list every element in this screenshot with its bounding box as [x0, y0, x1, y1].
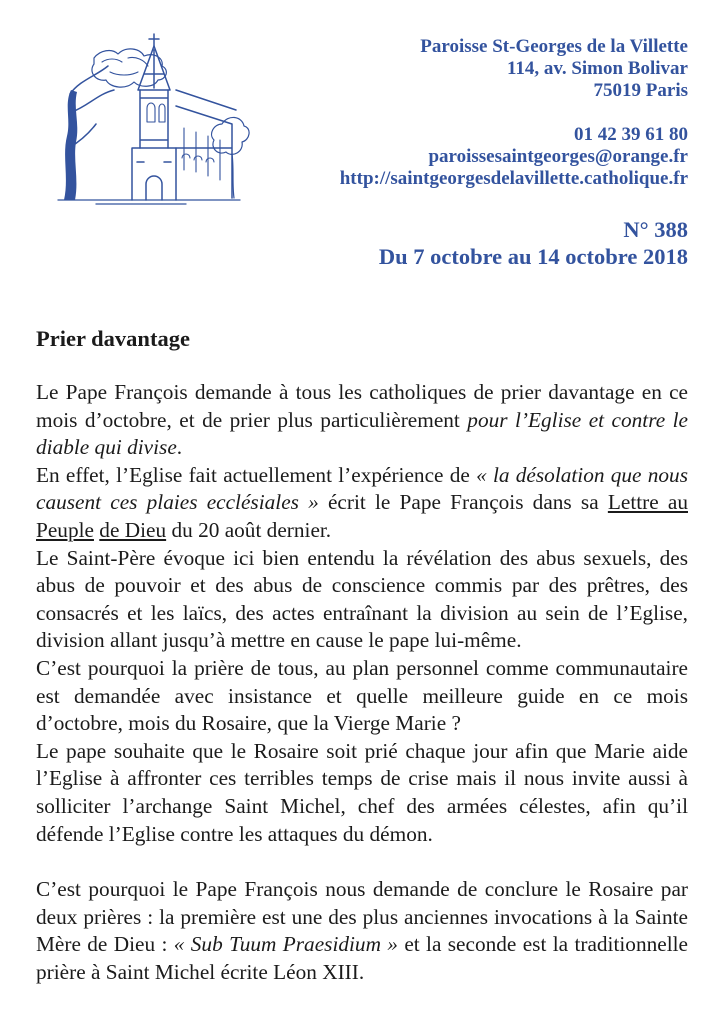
issue-block	[36, 216, 688, 270]
article-title: Prier davantage	[36, 326, 190, 351]
issue-number: N° 388	[623, 217, 688, 242]
masthead	[36, 28, 688, 210]
email-address: paroissesaintgeorges@orange.fr	[428, 146, 688, 167]
body-paragraph	[36, 655, 688, 738]
text-run-normal: et la seconde est la traditionnelle prière à Saint Michel écrite Léon XIII.	[36, 932, 688, 984]
text-run-normal: Le Saint-Père évoque ici bien entendu la révélation des abus sexuels, des abus de pouvoir et des abus de conscience commis par des prêtres, des consacrés et les laïcs, des actes entraînant la division au sein de l’Eglise, division allant jusqu’à mettre en cause le pape lui-même.	[36, 545, 688, 653]
text-run-normal: En effet, l’Eglise fait actuellement l’expérience de	[36, 462, 477, 487]
parish-name: Paroisse St-Georges de la Villette	[420, 36, 688, 57]
text-run-normal: Le pape souhaite que le Rosaire soit prié chaque jour afin que Marie aide l’Eglise à affronter ces terribles temps de crise mais il nous invite aussi à solliciter l’archange Saint Michel, chef des armées célestes, afin qu’il défende l’Eglise contre les attaques du démon.	[36, 738, 688, 846]
body-paragraph	[36, 876, 688, 986]
body-paragraph	[36, 379, 688, 462]
article	[36, 326, 688, 986]
text-run-normal: écrit le Pape François dans sa	[318, 490, 608, 515]
city-postal: 75019 Paris	[593, 80, 688, 101]
text-run-normal: .	[176, 435, 183, 460]
text-run-underline: Lettre au Peuple	[36, 490, 688, 542]
church-drawing	[36, 28, 254, 210]
text-run-normal: C’est pourquoi la prière de tous, au plan personnel comme communautaire est demandée avec insistance et quelle meilleure guide en ce mois d’octobre, mois du Rosaire, que la Vierge Marie ?	[36, 655, 688, 736]
text-run-italic: « Sub Tuum Praesidium »	[173, 932, 398, 957]
church-logo	[36, 28, 254, 210]
website-url: http://saintgeorgesdelavillette.catholique.fr	[339, 168, 688, 189]
body-paragraph	[36, 545, 688, 655]
text-run-italic: « la désolation que nous causent ces plaies ecclésiales »	[36, 462, 688, 515]
street-address: 114, av. Simon Bolivar	[506, 58, 688, 79]
body-paragraph	[36, 462, 688, 545]
text-run-normal: du 20 août dernier.	[166, 517, 332, 542]
text-run-italic: pour l’Eglise et contre le diable qui divise	[36, 407, 688, 460]
issue-dates: Du 7 octobre au 14 octobre 2018	[378, 244, 688, 269]
text-run-normal: C’est pourquoi le Pape François nous demande de conclure le Rosaire par deux prières : la première est une des plus anciennes invocations à la Sainte Mère de Dieu :	[36, 877, 688, 957]
phone-number: 01 42 39 61 80	[574, 124, 688, 145]
text-run-normal: Le Pape François demande à tous les catholiques de prier davantage en ce mois d’octobre, et de prier plus particulièrement	[36, 380, 688, 432]
contact-block	[254, 28, 688, 190]
contact-spacer	[254, 102, 688, 124]
article-body	[36, 379, 688, 986]
text-run-underline: de Dieu	[99, 517, 167, 542]
body-paragraph	[36, 738, 688, 848]
